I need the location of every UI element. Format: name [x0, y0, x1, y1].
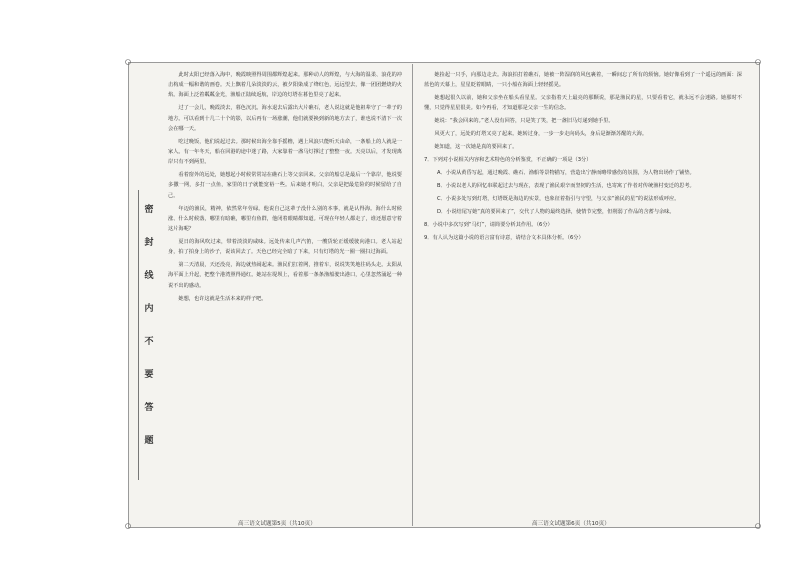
question-option: B．小说以老人的回忆串联起过去与现在，表现了渔民艰辛而坚韧的生活，也寄寓了作者对传统渔村变迁的思考。: [437, 183, 695, 190]
passage-paragraph: 她想起很久以前，她和父亲坐在船头看星星。父亲指着天上最亮的那颗说，那是渔民的星，只要看着它，就永远不会迷路。她那时不懂，只觉得星星很美。如今再看，才知道那是父亲一生的信念。: [424, 95, 742, 112]
passage-paragraph: 风更大了，远处的灯塔又亮了起来。她转过身，一步一步走向码头，身后是渐渐苏醒的大海。: [434, 131, 648, 138]
passage-paragraph: 年迈的渔民，精神，依然常年劳碌。他说自己这辈子没什么别的本事，就是认得海。海什么时候涨、什么时候落，哪里有暗礁，哪里有鱼群，他闭着眼睛都知道。可现在年轻人都走了，谁还愿意守着这片海呢？: [168, 205, 402, 233]
passage-paragraph: 吃过晚饭，他们说起过去。那时候出海全靠手摇橹，遇上风浪只能听天由命，一条船上的人就是一家人。有一年冬天，船在回港的途中迷了路，大家靠着一盏马灯撑过了整整一夜。天亮以后，才发现离岸只有不到两里。: [168, 138, 402, 166]
passage-paragraph: 她知道，这一次她是真的要回来了。: [434, 144, 518, 151]
question-option: C．小说多处写到灯塔，灯塔既是海边的实景，也象征着指引与守望，与父亲“渔民的星”的说法形成呼应。: [437, 196, 680, 203]
question-stem: 9．有人认为这篇小说的语言富有诗意，请结合文本具体分析。（6分）: [424, 235, 584, 242]
passage-paragraph: 她说：“我会回来的。”老人没有回答，只是笑了笑，把一盏旧马灯递到她手里。: [434, 118, 614, 125]
binding-label: 题: [144, 436, 154, 446]
question-option: D．小说结尾写她“真的要回来了”，交代了人物的最终选择，使情节完整，但削弱了作品的含蓄与余味。: [437, 209, 675, 216]
binding-label: 要: [144, 370, 154, 380]
passage-paragraph: 过了一会儿，晚霞淡去，暮色沉沉。海水退去后露出大片礁石，老人说这就是他祖辈守了一辈子的地方。可以看到十几二十个的影，以后再有一场涨潮，他们就要换到新的地方去了，谁也说不清下一次会在哪一天。: [168, 105, 402, 132]
binding-label: 答: [144, 403, 154, 413]
passage-paragraph: 第二天清晨，天还没亮，海边就热闹起来。渔民们扛着网，推着车，说说笑笑地往码头走。太阳从海平面上升起，把整个港湾照得通红。她站在堤坝上，看着那一条条渔船驶出港口，心里忽然涌起一种说不出的感动。: [168, 262, 402, 289]
binding-label: 不: [144, 337, 154, 347]
binding-label: 密: [144, 205, 154, 215]
passage-paragraph: 看着窗外的远处，她想起小时候常常站在礁石上等父亲回来。父亲的船总是最后一个靠岸，他说要多撒一网，多打一点鱼，家里的日子就能宽裕一些。后来她才明白，父亲是把最危险的时候留给了自己。: [168, 172, 402, 199]
question-stem: 8．小说中多次写到“马灯”，请简要分析其作用。（6分）: [424, 222, 553, 229]
page-footer: 高三语文试题第5页（共10页）: [238, 521, 316, 527]
question-option: A．小说从黄昏写起，通过晚霞、礁石、渔船等景物描写，营造出宁静而略带感伤的氛围，为人物出场作了铺垫。: [437, 170, 695, 177]
binding-label: 封: [144, 238, 154, 248]
page-footer: 高三语文试题第6页（共10页）: [532, 521, 610, 527]
binding-label: 内: [144, 304, 154, 314]
passage-paragraph: 夏日的海风吹过来，带着淡淡的咸味。远处传来几声汽笛，一艘货轮正缓缓驶向港口。老人站起身，拍了拍身上的沙子，说该回去了。天色已经完全暗了下来，只有灯塔的光一圈一圈扫过海面。: [168, 239, 402, 256]
binding-label: 线: [144, 271, 154, 281]
question-stem: 7．下列对小说相关内容和艺术特色的分析鉴赏，不正确的一项是（3分）: [424, 157, 592, 164]
passage-paragraph: 她捡起一只手，向那边走去。海浪拍打着礁石，她被一阵湿润的风包裹着，一瞬间忘了所有的烦恼。她好像看到了一个遥远的画面：深蓝色的天幕上，星星眨着眼睛，一只小船在海面上轻轻摇晃。: [424, 72, 742, 89]
passage-paragraph: 她想，也许这就是生活本来的样子吧。: [178, 295, 267, 302]
registration-mark-icon: [756, 524, 761, 529]
registration-mark-icon: [756, 60, 761, 65]
registration-mark-icon: [126, 60, 131, 65]
passage-paragraph: 此时太阳已经落入海中，晚霞映照得周围都辉煌起来。那种动人的辉煌，与大海的温柔、浪花的冲击构成一幅和谐的画卷。天上飘着几朵淡淡的云，被夕阳染成了绛红色，远远望去，像一团团燃烧的火焰。海面上泛着粼粼金光，渔船正陆续返航，岸边的灯塔在暮色里亮了起来。: [168, 72, 402, 99]
registration-mark-icon: [126, 524, 131, 529]
